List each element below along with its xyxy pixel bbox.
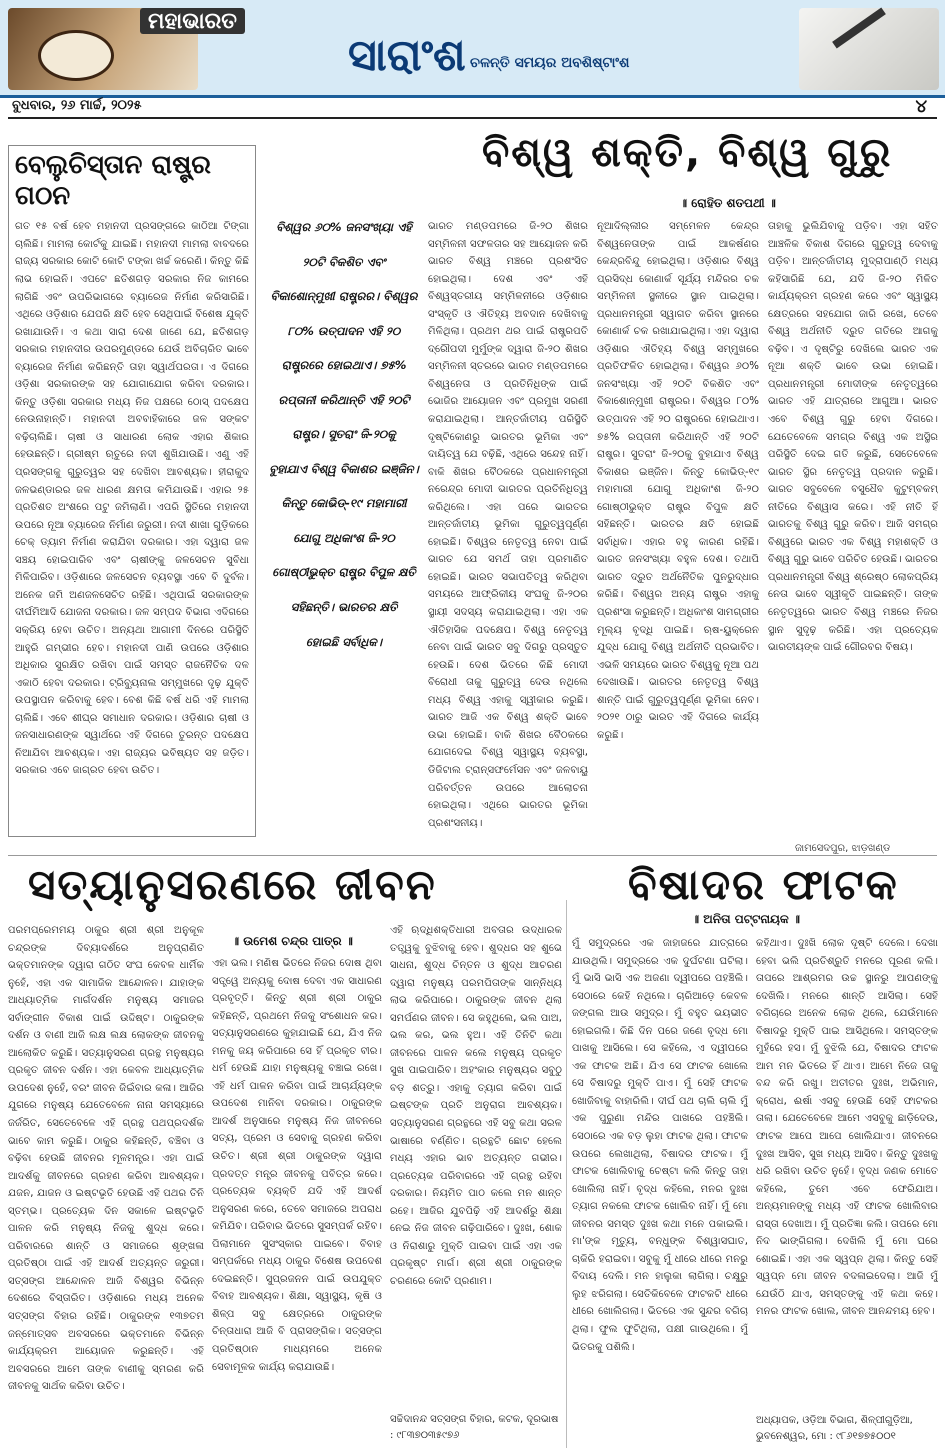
editorial-body: ଗତ ୧୫ ବର୍ଷ ହେବ ମହାନଦୀ ପ୍ରସଙ୍ଗରେ କାଠିଆ ଟିଙ୍ଗା ଚାଲିଛି। ମାମଲା କୋର୍ଟକୁ ଯାଇଛି। ମହାନଦୀ ମାମଲା ବାବଦରେ ରାଜ୍ୟ ସରକାର କୋଟି କୋଟି ଟଙ୍କା ଖର୍ଚ୍ଚ କରେଣି। କିନ୍ତୁ କିଛି ଲାଭ ହୋଇନି। ଏପଟେ ଛତିଶଗଡ଼ ସରକାର ନିଜ କାମରେ ଲାଗିଛି ଏବଂ ଉପରିଭାଗରେ ବ୍ୟାରେଜ ନିର୍ମାଣ କରିସାରିଛି। ଏଥିରେ ଓଡ଼ିଶାର ଯେପରି କ୍ଷତି ହେବ ସେଥିପାଇଁ ବିଶେଷ ଯୁକ୍ତି ରଖାଯାଉନି। ଏ କଥା ସାରା ଦେଶ ଜାଣେ ଯେ, ଛତିଶଗଡ଼ ସରକାର ମହାନଦୀର ଉପରମୁଣ୍ଡରେ ଯେଉଁ ଅବିଚାରିତ ଭାବେ ବ୍ୟାରେଜ ନିର୍ମାଣ କରିଛନ୍ତି ତାହା ସ୍ୱାର୍ଥପରତା। ଏ ଦିଗରେ ଓଡ଼ିଶା ସରକାରଙ୍କ ସହ ଯୋଗାଯୋଗ କରିବା ଦରକାର। କିନ୍ତୁ ଓଡ଼ିଶା ସରକାର ମଧ୍ୟ ନିଜ ପକ୍ଷରେ ଠୋସ୍ ପଦକ୍ଷେପ ନେଉନାହାନ୍ତି। ମହାନଦୀ ଅବବାହିକାରେ ଜଳ ସଙ୍କଟ ବଢ଼ିଚାଲିଛି। ଚାଷୀ ଓ ସାଧାରଣ ଲୋକ ଏହାର ଶିକାର ହେଉଛନ୍ତି। ଗ୍ରୀଷ୍ମ ଋତୁରେ ନଦୀ ଶୁଖିଯାଉଛି। ଏଣୁ ଏହି ପ୍ରସଙ୍ଗକୁ ଗୁରୁତ୍ୱର ସହ ଦେଖିବା ଆବଶ୍ୟକ। ହୀରାକୁଦ ଜଳଭଣ୍ଡାରର ଜଳ ଧାରଣ କ୍ଷମତା କମିଯାଉଛି। ଏହାର ୨୫ ପ୍ରତିଶତ ଅଂଶରେ ପଟୁ ଜମିଲାଣି। ଏପରି ସ୍ଥିତିରେ ମହାନଦୀ ଉପରେ ନୂଆ ବ୍ୟାରେଜ ନିର୍ମାଣ ଜରୁରୀ। ନଦୀ ଶାଖା ଗୁଡ଼ିକରେ ଚେକ୍ ଡ୍ୟାମ ନିର୍ମାଣ କରାଯିବା ଦରକାର। ଏହା ଦ୍ୱାରା ଜଳ ସଞ୍ଚୟ ହୋଇପାରିବ ଏବଂ ଚାଷୀଙ୍କୁ ଜଳସେଚନ ସୁବିଧା ମିଳିପାରିବ। ଓଡ଼ିଶାରେ ଜଳସେଚନ ବ୍ୟବସ୍ଥା ଏବେ ବି ଦୁର୍ବଳ। ଅନେକ ଜମି ଅଣଜଳସେଚିତ ରହିଛି। ଏଥିପାଇଁ ସରକାରଙ୍କ ଦୀର୍ଘମିଆଦି ଯୋଜନା ଦରକାର। ଜଳ ସମ୍ପଦ ବିଭାଗ ଏଦିଗରେ ସକ୍ରିୟ ହେବା ଉଚିତ। ଅନ୍ୟଥା ଆଗାମୀ ଦିନରେ ପରିସ୍ଥିତି ଆହୁରି ଗମ୍ଭୀର ହେବ। ମହାନଦୀ ପାଣି ଉପରେ ଓଡ଼ିଶାର ଅଧିକାର ସୁରକ୍ଷିତ ରଖିବା ପାଇଁ ସମସ୍ତ ରାଜନୈତିକ ଦଳ ଏକାଠି ହେବା ଦରକାର। ଟ୍ରିବ୍ୟୁନାଲ ସମ୍ମୁଖରେ ଦୃଢ଼ ଯୁକ୍ତି ଉପସ୍ଥାପନ କରିବାକୁ ହେବ। ବେଶ କିଛି ବର୍ଷ ଧରି ଏହି ମାମଲା ଚାଲିଛି। ଏବେ ଶୀଘ୍ର ସମାଧାନ ଦରକାର। ଓଡ଼ିଶାର ଚାଷୀ ଓ ଜନସାଧାରଣଙ୍କ ସ୍ୱାର୍ଥରେ ଏହି ଦିଗରେ ତୁରନ୍ତ ପଦକ୍ଷେପ ନିଆଯିବା ଆବଶ୍ୟକ। ଏହା ରାଜ୍ୟର ଭବିଷ୍ୟତ ସହ ଜଡ଼ିତ। ସରକାର ଏବେ ଜାଗ୍ରତ ହେବା ଉଚିତ।: [15, 221, 249, 777]
dateline: ବୁଧବାର, ୨୬ ମାର୍ଚ୍ଚ, ୨୦୨୫: [12, 98, 142, 113]
pull-quote-line: କିନ୍ତୁ କୋଭିଡ୍-୧୯ ମହାମାରୀ: [281, 496, 407, 511]
pull-quote-line: ବୁହାଯାଏ ବିଶ୍ୱ ବିକାଶର ଇଞ୍ଜିନ।: [269, 461, 419, 476]
article2-column-3: ଏହି ଋଦ୍ଧିଶକ୍ତିଧାରୀ ଅବତାର ଉଦ୍ଧାରକ ତତ୍ତ୍ୱକୁ ବୁଝିବାକୁ ହେବ। ଶୁଦ୍ଧର ସହ ଶୁଭେ ସାଧନା, ଶୁଦ୍ଧ ଚିନ୍ତନ ଓ ଶୁଦ୍ଧ ଆଚରଣ ଦ୍ୱାରା ମନୁଷ୍ୟ ପରମପିତାଙ୍କ ସାନ୍ନିଧ୍ୟ ଲାଭ କରିପାରେ। ଠାକୁରଙ୍କ ଜୀବନ ଥିଲା ସମର୍ପଣର ଜୀବନ। ସେ କହୁଥିଲେ, ଭଲ ପାଅ, ଭଲ କର, ଭଲ ହୁଅ। ଏହି ତିନିଟି କଥା ଜୀବନରେ ପାଳନ କଲେ ମନୁଷ୍ୟ ପ୍ରକୃତ ସୁଖ ପାଇପାରିବ। ଅହଂକାର ମନୁଷ୍ୟର ସବୁଠୁ ବଡ଼ ଶତ୍ରୁ। ଏହାକୁ ତ୍ୟାଗ କରିବା ପାଇଁ ଇଷ୍ଟଙ୍କ ପ୍ରତି ଅନୁରାଗ ଆବଶ୍ୟକ। ସତ୍ୟାନୁସରଣ ଗ୍ରନ୍ଥରେ ଏହି ସବୁ କଥା ସରଳ ଭାଷାରେ ବର୍ଣ୍ଣିତ। ଗ୍ରନ୍ଥଟି ଛୋଟ ହେଲେ ମଧ୍ୟ ଏହାର ଭାବ ଅତ୍ୟନ୍ତ ଗଭୀର। ପ୍ରତ୍ୟେକ ପରିବାରରେ ଏହି ଗ୍ରନ୍ଥ ରହିବା ଦରକାର। ନିୟମିତ ପାଠ କଲେ ମନ ଶାନ୍ତ ରହେ। ଆଜିର ଯୁବପିଢ଼ି ଏହି ଆଦର୍ଶରୁ ଶିକ୍ଷା ନେଇ ନିଜ ଜୀବନ ଗଢ଼ିପାରିବେ। ଦୁଃଖ, ଶୋକ ଓ ନିରାଶାରୁ ମୁକ୍ତି ପାଇବା ପାଇଁ ଏହା ଏକ ପ୍ରକୃଷ୍ଟ ମାର୍ଗ। ଶ୍ରୀ ଶ୍ରୀ ଠାକୁରଙ୍କ ଚରଣରେ କୋଟି ପ୍ରଣାମ।: [390, 925, 562, 1287]
article3-headline: ବିଷାଦର ଫାଟକ: [628, 860, 899, 909]
pull-quote-line: ବିକାଶୋନ୍ମୁଖୀ ରାଷ୍ଟ୍ରର। ବିଶ୍ୱର: [270, 289, 418, 304]
article1-column-3: ତାହାକୁ ଭୁଲିଯିବାକୁ ପଡ଼ିବ। ଏହା ସହିତ ଆଞ୍ଚଳିକ ବିକାଶ ଦିଗରେ ଗୁରୁତ୍ୱ ଦେବାକୁ ପଡ଼ିବ। ଆନ୍ତର୍ଜାତୀୟ ମୁଦ୍ରାପାଣ୍ଠି ମଧ୍ୟ କହିସାରିଛି ଯେ, ଯଦି ଜି-୨୦ ମିଳିତ କାର୍ଯ୍ୟକ୍ରମ ଗ୍ରହଣ କରେ ଏବଂ ସ୍ୱାସ୍ଥ୍ୟ କ୍ଷେତ୍ରରେ ସହଯୋଗ ଜାରି ରଖେ, ତେବେ ବିଶ୍ୱ ଅର୍ଥନୀତି ଦ୍ରୁତ ଗତିରେ ଆଗକୁ ବଢ଼ିବ। ଏ ଦୃଷ୍ଟିରୁ ଦେଖିଲେ ଭାରତ ଏକ ନୂଆ ଶକ୍ତି ଭାବେ ଉଭା ହୋଇଛି। ପ୍ରଧାନମନ୍ତ୍ରୀ ମୋଦୀଙ୍କ ନେତୃତ୍ୱରେ ଭାରତ ଏହି ଯାତ୍ରାରେ ଆଗୁଆ। ଭାରତ ଏବେ ବିଶ୍ୱ ଗୁରୁ ହେବା ଦିଗରେ। ଯେତେବେଳେ ସମଗ୍ର ବିଶ୍ୱ ଏକ ଅସ୍ଥିର ପରିସ୍ଥିତି ଦେଇ ଗତି କରୁଛି, ସେତେବେଳେ ଭାରତ ସ୍ଥିର ନେତୃତ୍ୱ ପ୍ରଦାନ କରୁଛି। ଭାରତ ସବୁବେଳେ ବସୁଧୈବ କୁଟୁମ୍ବକମ୍ ନୀତିରେ ବିଶ୍ୱାସ କରେ। ଏହି ନୀତି ହିଁ ଭାରତକୁ ବିଶ୍ୱ ଗୁରୁ କରିବ। ଆଜି ସମଗ୍ର ବିଶ୍ୱରେ ଭାରତ ଏକ ବିଶ୍ୱ ମହାଶକ୍ତି ଓ ବିଶ୍ୱ ଗୁରୁ ଭାବେ ପରିଚିତ ହେଉଛି। ଭାରତର ପ୍ରଧାନମନ୍ତ୍ରୀ ବିଶ୍ୱ ଶ୍ରେଷ୍ଠ ଲୋକପ୍ରିୟ ନେତା ଭାବେ ସ୍ୱୀକୃତି ପାଇଛନ୍ତି। ତାଙ୍କ ନେତୃତ୍ୱରେ ଭାରତ ବିଶ୍ୱ ମଞ୍ଚରେ ନିଜର ସ୍ଥାନ ସୁଦୃଢ଼ କରିଛି। ଏହା ପ୍ରତ୍ୟେକ ଭାରତୀୟଙ୍କ ପାଇଁ ଗୌରବର ବିଷୟ।: [768, 221, 938, 654]
article2-column-3-wrap: [390, 922, 562, 1447]
article2-headline: ସତ୍ୟାନୁସରଣରେ ଜୀବନ: [28, 860, 437, 909]
section-title: ସାରାଂଶ: [348, 30, 466, 81]
writing-hand-image: [799, 8, 939, 90]
article1-byline: ॥ ରୋହିତ ଶତପଥୀ ॥: [680, 196, 776, 210]
article3-signoff: ଅଧ୍ୟାପକ, ଓଡ଼ିଆ ବିଭାଗ, ଶିଳ୍ପୀଗୁଡ଼ିଆ, ଭୁବନେଶ୍ୱର, ମୋ : ୯୮୬୧୭୭୫୦୦୧: [756, 1415, 913, 1442]
pull-quote-line: ରପ୍ତାନୀ କରିଥାନ୍ତି ଏହି ୨୦ଟି: [278, 392, 410, 407]
editorial-headline: ବେଲୁଚିସ୍ତାନ ରାଷ୍ଟ୍ର ଗଠନ: [15, 150, 212, 212]
article3-column-2-wrap: [756, 935, 938, 1447]
pull-quote-line: ୮୦% ଉତ୍ପାଦନ ଏହି ୨୦: [287, 323, 401, 338]
article1-column-2: ନୂଆଦିଲ୍ଲୀର ସମ୍ମେଳନ କେନ୍ଦ୍ର ବିଶ୍ୱନେତାଙ୍କ ପାଇଁ ଆକର୍ଷଣର କେନ୍ଦ୍ରବିନ୍ଦୁ ହୋଇଥିଲା। ଓଡ଼ିଶାର ବିଶ୍ୱ ପ୍ରସିଦ୍ଧ କୋଣାର୍କ ସୂର୍ଯ୍ୟ ମନ୍ଦିରର ଚକ ସମ୍ମିଳନୀ ସ୍ଥଳୀରେ ସ୍ଥାନ ପାଇଥିଲା। ପ୍ରଧାନମନ୍ତ୍ରୀ ସ୍ୱାଗତ କରିବା ସ୍ଥାନରେ କୋଣାର୍କ ଚକ ରଖାଯାଇଥିଲା। ଏହା ଦ୍ୱାରା ଓଡ଼ିଶାର ଐତିହ୍ୟ ବିଶ୍ୱ ସମ୍ମୁଖରେ ପ୍ରତିଫଳିତ ହୋଇଥିଲା। ବିଶ୍ୱର ୬୦% ଜନସଂଖ୍ୟା ଏହି ୨୦ଟି ବିକଶିତ ଏବଂ ବିକାଶୋନ୍ମୁଖୀ ରାଷ୍ଟ୍ରର। ବିଶ୍ୱର ୮୦% ଉତ୍ପାଦନ ଏହି ୨୦ ରାଷ୍ଟ୍ରରେ ହୋଇଥାଏ। ୭୫% ରପ୍ତାନୀ କରିଥାନ୍ତି ଏହି ୨୦ଟି ରାଷ୍ଟ୍ର। ସୁତରାଂ ଜି-୨୦କୁ ବୁହାଯାଏ ବିଶ୍ୱ ବିକାଶର ଇଞ୍ଜିନ। କିନ୍ତୁ କୋଭିଡ୍-୧୯ ମହାମାରୀ ଯୋଗୁ ଅଧିକାଂଶ ଜି-୨୦ ଗୋଷ୍ଠୀଭୁକ୍ତ ରାଷ୍ଟ୍ର ବିପୁଳ କ୍ଷତି ସହିଛନ୍ତି। ଭାରତର କ୍ଷତି ହୋଇଛି ସର୍ବାଧିକ। ଏହାର ବହୁ କାରଣ ରହିଛି। ଭାରତ ଜନସଂଖ୍ୟା ବହୁଳ ଦେଶ। ତଥାପି ଭାରତ ଦ୍ରୁତ ଅର୍ଥନୈତିକ ପୁନରୁଦ୍ଧାର କରିଛି। ବିଶ୍ୱର ଅନ୍ୟ ରାଷ୍ଟ୍ର ଏହାକୁ ପ୍ରଶଂସା କରୁଛନ୍ତି। ଅଧିକାଂଶ ସାମଗ୍ରୀର ମୂଲ୍ୟ ବୃଦ୍ଧି ପାଇଛି। ଋଷ-ୟୁକ୍ରେନ ଯୁଦ୍ଧ ଯୋଗୁ ବିଶ୍ୱ ଅର୍ଥନୀତି ପ୍ରଭାବିତ। ଏଭଳି ସମୟରେ ଭାରତ ବିଶ୍ୱକୁ ନୂଆ ପଥ ଦେଖାଉଛି। ଭାରତର ନେତୃତ୍ୱ ବିଶ୍ୱ ଶାନ୍ତି ପାଇଁ ଗୁରୁତ୍ୱପୂର୍ଣ୍ଣ ଭୂମିକା ନେବ। ୨୦୨୧ ଠାରୁ ଭାରତ ଏହି ଦିଗରେ କାର୍ଯ୍ୟ କରୁଛି।: [597, 221, 759, 741]
pull-quote: [265, 210, 423, 659]
pull-quote-line: ରାଷ୍ଟ୍ର। ସୁତରାଂ ଜି-୨୦କୁ: [292, 427, 396, 442]
pull-quote-line: ସହିଛନ୍ତି। ଭାରତର କ୍ଷତି: [290, 600, 398, 615]
header-divider: [8, 117, 937, 119]
article2-byline: ॥ ଉମେଶ ଚନ୍ଦ୍ର ପାତ୍ର ॥: [232, 934, 353, 948]
article1-credit: ଜାମସେଦପୁର, ଝାଡ଼ଖଣ୍ଡ: [795, 843, 891, 854]
article1-headline: ବିଶ୍ୱ ଶକ୍ତି, ବିଶ୍ୱ ଗୁରୁ: [482, 130, 893, 176]
masthead: [0, 0, 945, 98]
pull-quote-line: ଯୋଗୁ ଅଧିକାଂଶ ଜି-୨୦: [293, 530, 395, 545]
section-tagline: ଚଳନ୍ତି ସମୟର ଅବଶିଷ୍ଟାଂଶ: [470, 55, 630, 71]
pull-quote-line: ଗୋଷ୍ଠୀଭୁକ୍ତ ରାଷ୍ଟ୍ର ବିପୁଳ କ୍ଷତି: [272, 565, 416, 580]
article2-column-2: ଏହା ଭଲ। ମଣିଷ ଭିତରେ ନିଜର ଦୋଷ ଥିବା ସତ୍ତ୍ୱେ ଅନ୍ୟକୁ ଦୋଷ ଦେବା ଏକ ସାଧାରଣ ପ୍ରବୃତ୍ତି। କିନ୍ତୁ ଶ୍ରୀ ଶ୍ରୀ ଠାକୁର କହିଛନ୍ତି, ପ୍ରଥମେ ନିଜକୁ ସଂଶୋଧନ କର। ସତ୍ୟାନୁସରଣରେ କୁହାଯାଇଛି ଯେ, ଯିଏ ନିଜ ମନକୁ ଜୟ କରିପାରେ ସେ ହିଁ ପ୍ରକୃତ ବୀର। ଧର୍ମ ହେଉଛି ଯାହା ମନୁଷ୍ୟକୁ ବଞ୍ଚାଇ ରଖେ। ଏହି ଧର୍ମ ପାଳନ କରିବା ପାଇଁ ଆଚାର୍ଯ୍ୟଙ୍କ ଉପଦେଶ ମାନିବା ଦରକାର। ଠାକୁରଙ୍କ ଆଦର୍ଶ ଅନୁସାରେ ମନୁଷ୍ୟ ନିଜ ଜୀବନରେ ସତ୍ୟ, ପ୍ରେମ ଓ ସେବାକୁ ଗ୍ରହଣ କରିବା ଉଚିତ। ଶ୍ରୀ ଶ୍ରୀ ଠାକୁରଙ୍କ ଦ୍ୱାରା ପ୍ରଦତ୍ତ ମନ୍ତ୍ର ଜୀବନକୁ ପବିତ୍ର କରେ। ପ୍ରତ୍ୟେକ ବ୍ୟକ୍ତି ଯଦି ଏହି ଆଦର୍ଶ ଅନୁସରଣ କରେ, ତେବେ ସମାଜରେ ଅପରାଧ କମିଯିବ। ପରିବାର ଭିତରେ ସୁସମ୍ପର୍କ ରହିବ। ପିଲାମାନେ ସୁସଂସ୍କାର ପାଇବେ। ବିବାହ ସମ୍ପର୍କରେ ମଧ୍ୟ ଠାକୁର ବିଶେଷ ଉପଦେଶ ଦେଇଛନ୍ତି। ସୁପ୍ରଜନନ ପାଇଁ ଉପଯୁକ୍ତ ବିବାହ ଆବଶ୍ୟକ। ଶିକ୍ଷା, ସ୍ୱାସ୍ଥ୍ୟ, କୃଷି ଓ ଶିଳ୍ପ ସବୁ କ୍ଷେତ୍ରରେ ଠାକୁରଙ୍କ ଚିନ୍ତାଧାରା ଆଜି ବି ପ୍ରାସଙ୍ଗିକ। ସତ୍ସଙ୍ଗ ପ୍ରତିଷ୍ଠାନ ମାଧ୍ୟମରେ ଅନେକ ସେବାମୂଳକ କାର୍ଯ୍ୟ କରାଯାଉଛି।: [212, 958, 382, 1373]
article2-column-1: ପରମପ୍ରେମମୟ ଠାକୁର ଶ୍ରୀ ଶ୍ରୀ ଅନୁକୂଳ ଚନ୍ଦ୍ରଙ୍କ ଦିବ୍ୟାଦର୍ଶରେ ଅନୁପ୍ରାଣିତ ଭକ୍ତମାନଙ୍କ ଦ୍ୱାରା ଗଠିତ ସଂଘ କେବଳ ଧାର୍ମିକ ନୁହେଁ, ଏହା ଏକ ସାମାଜିକ ଆନ୍ଦୋଳନ। ଯାହାଙ୍କ ଆଧ୍ୟାତ୍ମିକ ମାର୍ଗଦର୍ଶନ ମନୁଷ୍ୟ ସମାଜର ସର୍ବାଙ୍ଗୀନ ବିକାଶ ପାଇଁ ଉଦ୍ଦିଷ୍ଟ। ଠାକୁରଙ୍କ ଦର୍ଶନ ଓ ବାଣୀ ଆଜି ଲକ୍ଷ ଲକ୍ଷ ଲୋକଙ୍କ ଜୀବନକୁ ଆଲୋକିତ କରୁଛି। ସତ୍ୟାନୁସରଣ ଗ୍ରନ୍ଥ ମନୁଷ୍ୟର ପ୍ରକୃତ ଜୀବନ ଦର୍ଶନ। ଏହା କେବଳ ଆଧ୍ୟାତ୍ମିକ ଉପଦେଶ ନୁହେଁ, ବରଂ ଜୀବନ ଜିଇଁବାର କଳା। ଆଜିର ଯୁଗରେ ମନୁଷ୍ୟ ଯେତେବେଳେ ନାନା ସମସ୍ୟାରେ ଜର୍ଜରିତ, ସେତେବେଳେ ଏହି ଗ୍ରନ୍ଥ ପଥପ୍ରଦର୍ଶକ ଭାବେ କାମ କରୁଛି। ଠାକୁର କହିଛନ୍ତି, ବଞ୍ଚିବା ଓ ବଢ଼ିବା ହେଉଛି ଜୀବନର ମୂଳମନ୍ତ୍ର। ଏହା ପାଇଁ ଆଦର୍ଶକୁ ଜୀବନରେ ଗ୍ରହଣ କରିବା ଆବଶ୍ୟକ। ଯଜନ, ଯାଜନ ଓ ଇଷ୍ଟଭୃତି ହେଉଛି ଏହି ପଥର ତିନି ସ୍ତମ୍ଭ। ପ୍ରତ୍ୟେକ ଦିନ ସକାଳେ ଇଷ୍ଟଭୃତି ପାଳନ କରି ମନୁଷ୍ୟ ନିଜକୁ ଶୁଦ୍ଧ କରେ। ପରିବାରରେ ଶାନ୍ତି ଓ ସମାଜରେ ଶୃଙ୍ଖଳା ପ୍ରତିଷ୍ଠା ପାଇଁ ଏହି ଆଦର୍ଶ ଅତ୍ୟନ୍ତ ଜରୁରୀ। ସତ୍ସଙ୍ଗ ଆନ୍ଦୋଳନ ଆଜି ବିଶ୍ୱର ବିଭିନ୍ନ ଦେଶରେ ବିସ୍ତାରିତ। ଓଡ଼ିଶାରେ ମଧ୍ୟ ଅନେକ ସତ୍ସଙ୍ଗ ବିହାର ରହିଛି। ଠାକୁରଙ୍କ ୧୩୭ତମ ଜନ୍ମୋତ୍ସବ ଅବସରରେ ଭକ୍ତମାନେ ବିଭିନ୍ନ କାର୍ଯ୍ୟକ୍ରମ ଆୟୋଜନ କରୁଛନ୍ତି। ଏହି ଅବସରରେ ଆମେ ତାଙ୍କ ବାଣୀକୁ ସ୍ମରଣ କରି ଜୀବନକୁ ସାର୍ଥକ କରିବା ଉଚିତ।: [8, 925, 204, 1393]
column-divider: [566, 900, 567, 1448]
article1-column-1: ଭାରତ ମଣ୍ଡପମରେ ଜି-୨୦ ଶିଖର ସମ୍ମିଳନୀ ସଫଳତାର ସହ ଆୟୋଜନ କରି ଭାରତ ବିଶ୍ୱ ମଞ୍ଚରେ ପ୍ରଶଂସିତ ହୋଇଥିଲା। ଦେଶ ଏବଂ ଏହି ବିଶ୍ୱସ୍ତରୀୟ ସମ୍ମିଳନୀରେ ଓଡ଼ିଶାର ସଂସ୍କୃତି ଓ ଐତିହ୍ୟ ଅବଦାନ ଦେଖିବାକୁ ମିଳିଥିଲା। ପ୍ରଥମ ଥର ପାଇଁ ରାଷ୍ଟ୍ରପତି ଦ୍ରୌପଦୀ ମୁର୍ମୁଙ୍କ ଦ୍ୱାରା ଜି-୨୦ ଶିଖର ସମ୍ମିଳନୀ ସ୍ତରରେ ଭାରତ ମଣ୍ଡପମରେ ବିଶ୍ୱନେତା ଓ ପ୍ରତିନିଧିଙ୍କ ପାଇଁ ଭୋଜିର ଆୟୋଜନ ଏବଂ ପ୍ରମୁଖ ସରଣୀ କରାଯାଇଥିଲା। ଆନ୍ତର୍ଜାତୀୟ ପରିସ୍ଥିତି ଦୃଷ୍ଟିକୋଣରୁ ଭାରତର ଭୂମିକା ଏବଂ ଦାୟିତ୍ୱ ଯେ ବଢ଼ିଛି, ଏଥିରେ ସନ୍ଦେହ ନାହିଁ। ବାକି ଶିଖର ବୈଠକରେ ପ୍ରଧାନମନ୍ତ୍ରୀ ନରେନ୍ଦ୍ର ମୋଦୀ ଭାରତର ପ୍ରତିନିଧିତ୍ୱ କରିଥିଲେ। ଏହା ପରେ ଭାରତର ଆନ୍ତର୍ଜାତୀୟ ଭୂମିକା ଗୁରୁତ୍ୱପୂର୍ଣ୍ଣ ହୋଇଛି। ବିଶ୍ୱର ନେତୃତ୍ୱ ନେବା ପାଇଁ ଭାରତ ଯେ ସମର୍ଥ ତାହା ପ୍ରମାଣିତ ହୋଇଛି। ଭାରତ ସଭାପତିତ୍ୱ କରିଥିବା ସମୟରେ ଆଫ୍ରିକୀୟ ସଂଘକୁ ଜି-୨୦ର ସ୍ଥାୟୀ ସଦସ୍ୟ କରାଯାଇଥିଲା। ଏହା ଏକ ଐତିହାସିକ ପଦକ୍ଷେପ। ବିଶ୍ୱ ନେତୃତ୍ୱ ନେବା ପାଇଁ ଭାରତ ସବୁ ଦିଗରୁ ପ୍ରସ୍ତୁତ ହେଉଛି। ଦେଶ ଭିତରେ କିଛି ମୋଦୀ ବିରୋଧୀ ତାକୁ ଗୁରୁତ୍ୱ ଦେଉ ନଥିଲେ ମଧ୍ୟ ବିଶ୍ୱ ଏହାକୁ ସ୍ୱୀକାର କରୁଛି। ଭାରତ ଆଜି ଏକ ବିଶ୍ୱ ଶକ୍ତି ଭାବେ ଉଭା ହୋଇଛି। ବାକି ଶିଖର ବୈଠକରେ ଯୋଗଦେଇ ବିଶ୍ୱ ସ୍ୱାସ୍ଥ୍ୟ ବ୍ୟବସ୍ଥା, ଡିଜିଟାଲ ଟ୍ରାନ୍ସଫର୍ମେସନ ଏବଂ ଜଳବାୟୁ ପରିବର୍ତ୍ତନ ଉପରେ ଆଲୋଚନା ହୋଇଥିଲା। ଏଥିରେ ଭାରତର ଭୂମିକା ପ୍ରଶଂସନୀୟ।: [428, 221, 588, 829]
pull-quote-line: ବିଶ୍ୱର ୬୦% ଜନସଂଖ୍ୟା ଏହି: [276, 220, 412, 234]
section-divider: [8, 855, 937, 856]
pull-quote-line: ହୋଇଛି ସର୍ବାଧିକ।: [306, 634, 382, 649]
editorial-box: [8, 145, 256, 837]
article3-column-1: ମୁଁ ସମୁଦ୍ରରେ ଏକ ଜାହାଜରେ ଯାତ୍ରାରେ ଯାଉଥିଲି। ସମୁଦ୍ରରେ ଏକ ଦୁର୍ଘଟଣା ଘଟିଲା। ମୁଁ ଭାସି ଭାସି ଏକ ଅଜଣା ଦ୍ୱୀପରେ ପହଞ୍ଚିଲି। ସେଠାରେ କେହି ନଥିଲେ। ଚାରିଆଡ଼େ କେବଳ ଜଙ୍ଗଲ ଆଉ ସମୁଦ୍ର। ମୁଁ ବହୁତ ଭୟଭୀତ ହୋଇଗଲି। କିଛି ଦିନ ପରେ ଜଣେ ବୃଦ୍ଧ ମୋ ପାଖକୁ ଆସିଲେ। ସେ କହିଲେ, ଏ ଦ୍ୱୀପରେ ଏକ ଫାଟକ ଅଛି। ଯିଏ ସେ ଫାଟକ ଖୋଲେ ସେ ବିଷାଦରୁ ମୁକ୍ତି ପାଏ। ମୁଁ ସେହି ଫାଟକ ଖୋଜିବାକୁ ବାହାରିଲି। ଦୀର୍ଘ ପଥ ଚାଲି ଚାଲି ମୁଁ ଏକ ପୁରୁଣା ମନ୍ଦିର ପାଖରେ ପହଞ୍ଚିଲି। ସେଠାରେ ଏକ ବଡ଼ ଲୁହା ଫାଟକ ଥିଲା। ଫାଟକ ଉପରେ ଲେଖାଥିଲା, ବିଷାଦର ଫାଟକ। ମୁଁ ଫାଟକ ଖୋଲିବାକୁ ଚେଷ୍ଟା କଲି କିନ୍ତୁ ତାହା ଖୋଲିଲା ନାହିଁ। ବୃଦ୍ଧ କହିଲେ, ମନର ଦୁଃଖ ତ୍ୟାଗ ନକଲେ ଫାଟକ ଖୋଲିବ ନାହିଁ। ମୁଁ ମୋ ଜୀବନର ସମସ୍ତ ଦୁଃଖ କଥା ମନେ ପକାଇଲି। ମା'ଙ୍କ ମୃତ୍ୟୁ, ବନ୍ଧୁଙ୍କ ବିଶ୍ୱାସଘାତ, ଚାକିରି ହରାଇବା। ସବୁକୁ ମୁଁ ଧୀରେ ଧୀରେ ମନରୁ ବିଦାୟ ଦେଲି। ମନ ହାଲୁକା ଲାଗିଲା। ଚକ୍ଷୁରୁ ଲୁହ ଝରିଗଲା। ସେତିକିବେଳେ ଫାଟକଟି ଧୀରେ ଧୀରେ ଖୋଲିଗଲା। ଭିତରେ ଏକ ସୁନ୍ଦର ବଗିଚା ଥିଲା। ଫୁଲ ଫୁଟିଥିଲା, ପକ୍ଷୀ ଗାଉଥିଲେ। ମୁଁ ଭିତରକୁ ପଶିଲି।: [572, 938, 748, 1353]
article3-column-2: କହିଥାଏ। ଦୁଃଖି ଲୋକ ଦୃଷ୍ଟି ଦେଲେ। ଦେଖା ହେବା ଭଲି ପ୍ରତିଶ୍ରୁତି ମନରେ ପୂରଣ କଲି। ତାପରେ ଆଶ୍ରମର ଉଚ୍ଚ ସ୍ଥାନରୁ ଆପଣଙ୍କୁ ଦେଖିଲି। ମନରେ ଶାନ୍ତି ଆସିଲା। ସେହି ବଗିଚାରେ ଅନେକ ଲୋକ ଥିଲେ, ଯେଉଁମାନେ ବିଷାଦରୁ ମୁକ୍ତି ପାଇ ଆସିଥିଲେ। ସମସ୍ତଙ୍କ ମୁହଁରେ ହସ। ମୁଁ ବୁଝିଲି ଯେ, ବିଷାଦର ଫାଟକ ଆମ ମନ ଭିତରେ ହିଁ ଥାଏ। ଆମେ ନିଜେ ତାକୁ ବନ୍ଦ କରି ରଖୁ। ଅତୀତର ଦୁଃଖ, ଅଭିମାନ, କ୍ରୋଧ, ଈର୍ଷା ଏସବୁ ହେଉଛି ସେହି ଫାଟକର ତାଲା। ଯେତେବେଳେ ଆମେ ଏସବୁକୁ ଛାଡ଼ିଦେଉ, ଫାଟକ ଆପେ ଆପେ ଖୋଲିଯାଏ। ଜୀବନରେ ଦୁଃଖ ଆସିବ, ସୁଖ ମଧ୍ୟ ଆସିବ। କିନ୍ତୁ ଦୁଃଖକୁ ଧରି ରଖିବା ଉଚିତ ନୁହେଁ। ବୃଦ୍ଧ ଜଣକ ମୋତେ କହିଲେ, ତୁମେ ଏବେ ଫେରିଯାଅ। ଅନ୍ୟମାନଙ୍କୁ ମଧ୍ୟ ଏହି ଫାଟକ ଖୋଲିବାର ରାସ୍ତା ଦେଖାଅ। ମୁଁ ପ୍ରତିଜ୍ଞା କଲି। ତାପରେ ମୋ ନିଦ ଭାଙ୍ଗିଗଲା। ଦେଖିଲି ମୁଁ ମୋ ଘରେ ଶୋଇଛି। ଏହା ଏକ ସ୍ୱପ୍ନ ଥିଲା। କିନ୍ତୁ ସେହି ସ୍ୱପ୍ନ ମୋ ଜୀବନ ବଦଳାଇଦେଲା। ଆଜି ମୁଁ ଯେଉଁଠି ଯାଏ, ସମସ୍ତଙ୍କୁ ଏହି କଥା କହେ। ମନର ଫାଟକ ଖୋଲ, ଜୀବନ ଆନନ୍ଦମୟ ହେବ।: [756, 938, 938, 1318]
article3-byline: ॥ ଅନିତା ପଟ୍ଟନାୟକ ॥: [692, 912, 801, 926]
pull-quote-line: ରାଷ୍ଟ୍ରରେ ହୋଇଥାଏ। ୭୫%: [281, 358, 407, 373]
newspaper-logo: ମହାଭାରତ: [140, 8, 245, 34]
page-number: ୪: [915, 96, 927, 117]
article2-signoff: ସଚ୍ଚିଦାନନ୍ଦ ସତ୍ସଙ୍ଗ ବିହାର, କଟକ, ଦୂରଭାଷ : ୯୮୩୭୦୩୫୯୭୬: [390, 1414, 559, 1441]
pull-quote-line: ୨୦ଟି ବିକଶିତ ଏବଂ: [302, 254, 386, 269]
